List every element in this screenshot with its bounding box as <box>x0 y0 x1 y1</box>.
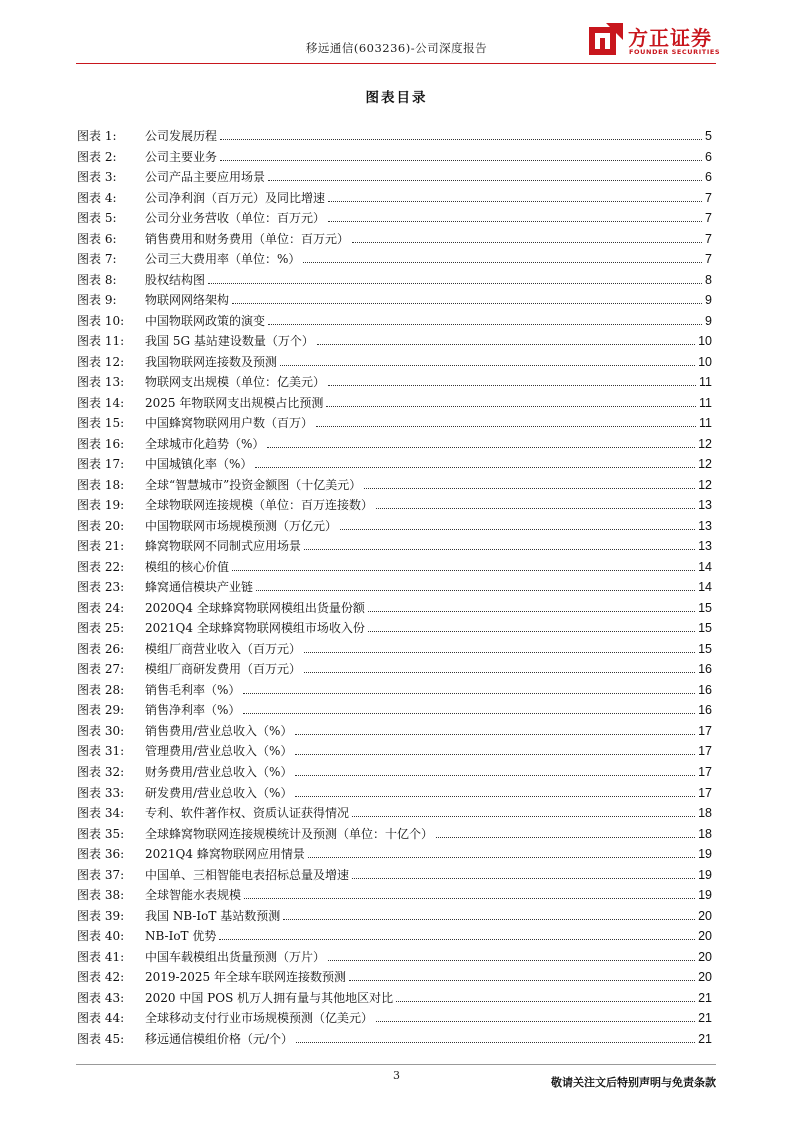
toc-dot-leader <box>436 837 695 838</box>
toc-entry[interactable] <box>77 639 712 660</box>
toc-entry-title: 管理费用/营业总收入（%） <box>145 744 293 759</box>
toc-entry[interactable] <box>77 577 712 598</box>
toc-entry-number: 图表 24: <box>77 600 125 615</box>
toc-entry-title: 全球“智慧城市”投资金额图（十亿美元） <box>145 477 362 492</box>
toc-entry-title: 全球物联网连接规模（单位：百万连接数） <box>145 498 374 513</box>
toc-dot-leader <box>220 139 702 140</box>
toc-entry-page: 17 <box>698 744 712 759</box>
toc-entry[interactable] <box>77 967 712 988</box>
toc-entry-title: 销售毛利率（%） <box>145 682 241 697</box>
toc-dot-leader <box>368 611 695 612</box>
toc-entry-number: 图表 9: <box>77 293 117 308</box>
toc-dot-leader <box>232 303 702 304</box>
toc-dot-leader <box>255 467 695 468</box>
toc-entry-page: 15 <box>698 621 712 636</box>
toc-entry-title: 全球城市化趋势（%） <box>145 436 265 451</box>
toc-entry-number: 图表 20: <box>77 518 125 533</box>
report-title: 移远通信(603236)-公司深度报告 <box>305 41 488 55</box>
toc-dot-leader <box>376 1021 695 1022</box>
toc-entry[interactable] <box>77 393 712 414</box>
toc-entry[interactable] <box>77 167 712 188</box>
toc-entry-title: 公司发展历程 <box>145 129 218 143</box>
toc-entry[interactable] <box>77 1029 712 1050</box>
toc-entry-number: 图表 33: <box>77 785 125 800</box>
toc-entry-number: 图表 32: <box>77 764 125 779</box>
toc-entry[interactable] <box>77 906 712 927</box>
toc-entry[interactable] <box>77 229 712 250</box>
toc-entry-number: 图表 23: <box>77 580 125 595</box>
toc-entry-title: 研发费用/营业总收入（%） <box>145 785 293 800</box>
toc-dot-leader <box>352 242 702 243</box>
toc-entry[interactable] <box>77 947 712 968</box>
toc-entry-title: 销售费用/营业总收入（%） <box>145 723 293 738</box>
toc-entry[interactable] <box>77 865 712 886</box>
toc-entry-page: 6 <box>705 149 712 164</box>
toc-entry[interactable] <box>77 721 712 742</box>
toc-entry-page: 18 <box>698 826 712 841</box>
toc-entry-number: 图表 2: <box>77 149 117 164</box>
toc-entry-title: 中国城镇化率（%） <box>145 457 253 472</box>
toc-entry-page: 17 <box>698 723 712 738</box>
toc-entry[interactable] <box>77 270 712 291</box>
toc-entry-page: 18 <box>698 806 712 821</box>
toc-entry[interactable] <box>77 741 712 762</box>
toc-entry-title: 中国单、三相智能电表招标总量及增速 <box>145 867 350 882</box>
toc-entry-number: 图表 4: <box>77 190 117 205</box>
toc-entry-title: 移远通信模组价格（元/个） <box>145 1031 294 1046</box>
logo-chinese-name: 方正证券 <box>628 26 712 50</box>
toc-entry-number: 图表 3: <box>77 170 117 185</box>
toc-entry-title: 2020 中国 POS 机万人拥有量与其他地区对比 <box>145 990 394 1005</box>
toc-entry-number: 图表 31: <box>77 744 125 759</box>
toc-entry-page: 21 <box>698 1031 712 1046</box>
toc-entry-page: 7 <box>705 231 712 246</box>
toc-entry-number: 图表 28: <box>77 682 125 697</box>
toc-entry[interactable] <box>77 249 712 270</box>
toc-heading: 图表目录 <box>365 90 428 106</box>
toc-entry[interactable] <box>77 311 712 332</box>
toc-entry-title: 模组厂商研发费用（百万元） <box>145 662 302 677</box>
toc-entry-page: 21 <box>698 990 712 1005</box>
toc-entry-title: 公司净利润（百万元）及同比增速 <box>145 190 326 205</box>
toc-entry-title: 全球移动支付行业市场规模预测（亿美元） <box>145 1011 374 1026</box>
toc-entry-number: 图表 13: <box>77 375 125 390</box>
toc-dot-leader <box>220 160 702 161</box>
toc-entry[interactable] <box>77 1008 712 1029</box>
toc-entry[interactable] <box>77 434 712 455</box>
toc-entry-title: 2020Q4 全球蜂窝物联网模组出货量份额 <box>145 600 365 615</box>
toc-entry[interactable] <box>77 659 712 680</box>
toc-entry[interactable] <box>77 803 712 824</box>
toc-entry-page: 16 <box>698 703 712 718</box>
toc-entry-number: 图表 11: <box>77 334 125 349</box>
toc-dot-leader <box>296 1042 695 1043</box>
toc-entry-title: 专利、软件著作权、资质认证获得情况 <box>145 806 350 821</box>
toc-entry-number: 图表 15: <box>77 416 125 431</box>
toc-dot-leader <box>376 508 695 509</box>
founder-logo-icon <box>588 22 624 58</box>
toc-entry-number: 图表 10: <box>77 313 125 328</box>
toc-entry-number: 图表 41: <box>77 949 125 964</box>
toc-entry[interactable] <box>77 557 712 578</box>
toc-entry-title: 模组厂商营业收入（百万元） <box>145 641 302 656</box>
toc-entry-page: 19 <box>698 867 712 882</box>
toc-dot-leader <box>328 221 702 222</box>
toc-entry-page: 15 <box>698 641 712 656</box>
toc-dot-leader <box>352 816 695 817</box>
toc-entry-page: 14 <box>698 580 712 595</box>
toc-entry-number: 图表 19: <box>77 498 125 513</box>
toc-entry-number: 图表 27: <box>77 662 125 677</box>
toc-entry-title: 蜂窝通信模块产业链 <box>145 580 254 595</box>
toc-entry[interactable] <box>77 126 712 147</box>
toc-entry-number: 图表 16: <box>77 436 125 451</box>
toc-entry-number: 图表 43: <box>77 990 125 1005</box>
toc-entry-page: 6 <box>705 170 712 185</box>
toc-entry-page: 12 <box>698 477 712 492</box>
toc-dot-leader <box>283 919 695 920</box>
figure-index-list <box>77 126 712 1049</box>
toc-entry-page: 12 <box>698 457 712 472</box>
toc-entry-title: 2019-2025 年全球车联网连接数预测 <box>145 970 346 985</box>
toc-dot-leader <box>328 960 695 961</box>
toc-dot-leader <box>304 549 695 550</box>
toc-dot-leader <box>232 570 695 571</box>
toc-entry-number: 图表 6: <box>77 231 117 246</box>
toc-entry-number: 图表 17: <box>77 457 125 472</box>
toc-entry-title: 销售净利率（%） <box>145 703 241 718</box>
toc-dot-leader <box>268 180 702 181</box>
disclaimer-text: 敬请关注文后特别声明与免责条款 <box>551 1076 716 1089</box>
toc-entry[interactable] <box>77 844 712 865</box>
toc-entry-title: 模组的核心价值 <box>145 559 230 574</box>
toc-entry[interactable] <box>77 680 712 701</box>
toc-entry[interactable] <box>77 762 712 783</box>
toc-entry-page: 20 <box>698 970 712 985</box>
toc-entry[interactable] <box>77 413 712 434</box>
toc-entry-number: 图表 29: <box>77 703 125 718</box>
toc-entry-title: 蜂窝物联网不同制式应用场景 <box>145 539 302 554</box>
toc-entry-number: 图表 37: <box>77 867 125 882</box>
toc-entry-number: 图表 34: <box>77 806 125 821</box>
toc-entry-title: 公司产品主要应用场景 <box>145 170 266 185</box>
toc-dot-leader <box>316 426 696 427</box>
toc-entry[interactable] <box>77 352 712 373</box>
toc-dot-leader <box>326 406 696 407</box>
header-divider <box>76 63 716 64</box>
toc-entry-number: 图表 44: <box>77 1011 125 1026</box>
toc-entry[interactable] <box>77 824 712 845</box>
toc-entry[interactable] <box>77 147 712 168</box>
footer-divider <box>76 1064 716 1065</box>
toc-dot-leader <box>295 775 695 776</box>
toc-entry[interactable] <box>77 618 712 639</box>
toc-entry-page: 17 <box>698 764 712 779</box>
toc-entry-title: 2021Q4 蜂窝物联网应用情景 <box>145 847 305 862</box>
toc-entry-number: 图表 14: <box>77 395 125 410</box>
toc-entry[interactable] <box>77 988 712 1009</box>
toc-dot-leader <box>328 201 702 202</box>
toc-dot-leader <box>328 385 696 386</box>
toc-entry-page: 20 <box>698 908 712 923</box>
toc-entry-title: 中国物联网市场规模预测（万亿元） <box>145 518 338 533</box>
toc-dot-leader <box>295 734 695 735</box>
toc-entry-title: 全球蜂窝物联网连接规模统计及预测（单位：十亿个） <box>145 826 434 841</box>
toc-entry-page: 7 <box>705 211 712 226</box>
toc-entry-page: 15 <box>698 600 712 615</box>
toc-entry-page: 10 <box>698 354 712 369</box>
toc-entry-number: 图表 36: <box>77 847 125 862</box>
toc-entry[interactable] <box>77 188 712 209</box>
toc-dot-leader <box>295 796 695 797</box>
toc-dot-leader <box>304 652 695 653</box>
toc-dot-leader <box>364 488 695 489</box>
toc-dot-leader <box>267 447 695 448</box>
toc-entry-number: 图表 21: <box>77 539 125 554</box>
toc-dot-leader <box>243 693 695 694</box>
toc-entry-page: 14 <box>698 559 712 574</box>
toc-entry[interactable] <box>77 208 712 229</box>
toc-entry-page: 13 <box>698 518 712 533</box>
toc-dot-leader <box>317 344 695 345</box>
toc-entry-page: 16 <box>698 662 712 677</box>
toc-dot-leader <box>349 980 695 981</box>
toc-entry-page: 5 <box>705 129 712 143</box>
toc-entry-page: 19 <box>698 847 712 862</box>
toc-entry-number: 图表 7: <box>77 252 117 267</box>
toc-entry-number: 图表 18: <box>77 477 125 492</box>
toc-entry-title: 股权结构图 <box>145 272 206 287</box>
toc-entry[interactable] <box>77 454 712 475</box>
toc-dot-leader <box>303 262 702 263</box>
toc-entry-title: 全球智能水表规模 <box>145 888 242 903</box>
toc-dot-leader <box>268 324 702 325</box>
toc-entry-page: 11 <box>699 395 712 410</box>
toc-entry-number: 图表 12: <box>77 354 125 369</box>
toc-entry-page: 11 <box>699 375 712 390</box>
toc-entry-number: 图表 40: <box>77 929 125 944</box>
toc-dot-leader <box>304 672 695 673</box>
toc-entry-number: 图表 1: <box>77 129 117 143</box>
toc-entry-page: 16 <box>698 682 712 697</box>
toc-entry-page: 7 <box>705 190 712 205</box>
toc-entry-page: 19 <box>698 888 712 903</box>
toc-entry-number: 图表 35: <box>77 826 125 841</box>
toc-entry-title: 我国物联网连接数及预测 <box>145 354 278 369</box>
toc-entry-title: 财务费用/营业总收入（%） <box>145 764 293 779</box>
toc-entry-page: 17 <box>698 785 712 800</box>
toc-entry-number: 图表 25: <box>77 621 125 636</box>
toc-entry-page: 13 <box>698 539 712 554</box>
toc-entry-page: 12 <box>698 436 712 451</box>
toc-entry[interactable] <box>77 290 712 311</box>
toc-entry-title: 公司三大费用率（单位：%） <box>145 252 301 267</box>
toc-entry-title: 我国 NB-IoT 基站数预测 <box>145 908 281 923</box>
toc-entry[interactable] <box>77 536 712 557</box>
toc-entry-number: 图表 22: <box>77 559 125 574</box>
toc-entry-number: 图表 45: <box>77 1031 125 1046</box>
toc-entry-page: 21 <box>698 1011 712 1026</box>
toc-dot-leader <box>396 1001 695 1002</box>
toc-entry-title: 公司分业务营收（单位：百万元） <box>145 211 326 226</box>
toc-entry[interactable] <box>77 700 712 721</box>
logo-english-name: FOUNDER SECURITIES <box>629 48 721 56</box>
toc-dot-leader <box>295 754 695 755</box>
toc-entry-title: 中国车载模组出货量预测（万片） <box>145 949 326 964</box>
toc-entry-page: 13 <box>698 498 712 513</box>
toc-dot-leader <box>208 283 702 284</box>
toc-entry-number: 图表 42: <box>77 970 125 985</box>
toc-dot-leader <box>308 857 695 858</box>
toc-dot-leader <box>340 529 695 530</box>
toc-entry-title: 物联网网络架构 <box>145 293 230 308</box>
toc-entry-title: 我国 5G 基站建设数量（万个） <box>145 334 314 349</box>
toc-entry-page: 9 <box>705 313 712 328</box>
toc-entry-page: 20 <box>698 929 712 944</box>
founder-securities-logo <box>588 22 733 62</box>
toc-dot-leader <box>280 365 695 366</box>
toc-entry[interactable] <box>77 926 712 947</box>
toc-entry-number: 图表 38: <box>77 888 125 903</box>
toc-entry-title: 2025 年物联网支出规模占比预测 <box>145 395 324 410</box>
toc-entry-page: 9 <box>705 293 712 308</box>
toc-dot-leader <box>219 939 695 940</box>
toc-entry-title: 中国物联网政策的演变 <box>145 313 266 328</box>
toc-entry-title: 物联网支出规模（单位：亿美元） <box>145 375 326 390</box>
toc-entry-page: 11 <box>699 416 712 431</box>
toc-entry-page: 10 <box>698 334 712 349</box>
toc-entry-number: 图表 30: <box>77 723 125 738</box>
toc-entry-page: 20 <box>698 949 712 964</box>
toc-entry[interactable] <box>77 885 712 906</box>
toc-dot-leader <box>243 713 695 714</box>
toc-dot-leader <box>256 590 695 591</box>
toc-entry[interactable] <box>77 783 712 804</box>
toc-dot-leader <box>368 631 695 632</box>
toc-dot-leader <box>244 898 695 899</box>
toc-entry-title: NB-IoT 优势 <box>145 929 217 944</box>
toc-entry[interactable] <box>77 598 712 619</box>
toc-entry-number: 图表 8: <box>77 272 117 287</box>
toc-entry-title: 公司主要业务 <box>145 149 218 164</box>
toc-entry-title: 2021Q4 全球蜂窝物联网模组市场收入份 <box>145 621 365 636</box>
toc-entry-title: 中国蜂窝物联网用户数（百万） <box>145 416 314 431</box>
toc-entry[interactable] <box>77 331 712 352</box>
toc-entry-title: 销售费用和财务费用（单位：百万元） <box>145 231 350 246</box>
toc-entry[interactable] <box>77 495 712 516</box>
toc-entry[interactable] <box>77 372 712 393</box>
toc-entry-number: 图表 5: <box>77 211 117 226</box>
toc-entry[interactable] <box>77 475 712 496</box>
page-number: 3 <box>393 1069 400 1082</box>
toc-entry-page: 7 <box>705 252 712 267</box>
toc-entry[interactable] <box>77 516 712 537</box>
toc-entry-page: 8 <box>705 272 712 287</box>
toc-dot-leader <box>352 878 695 879</box>
toc-entry-number: 图表 26: <box>77 641 125 656</box>
toc-entry-number: 图表 39: <box>77 908 125 923</box>
